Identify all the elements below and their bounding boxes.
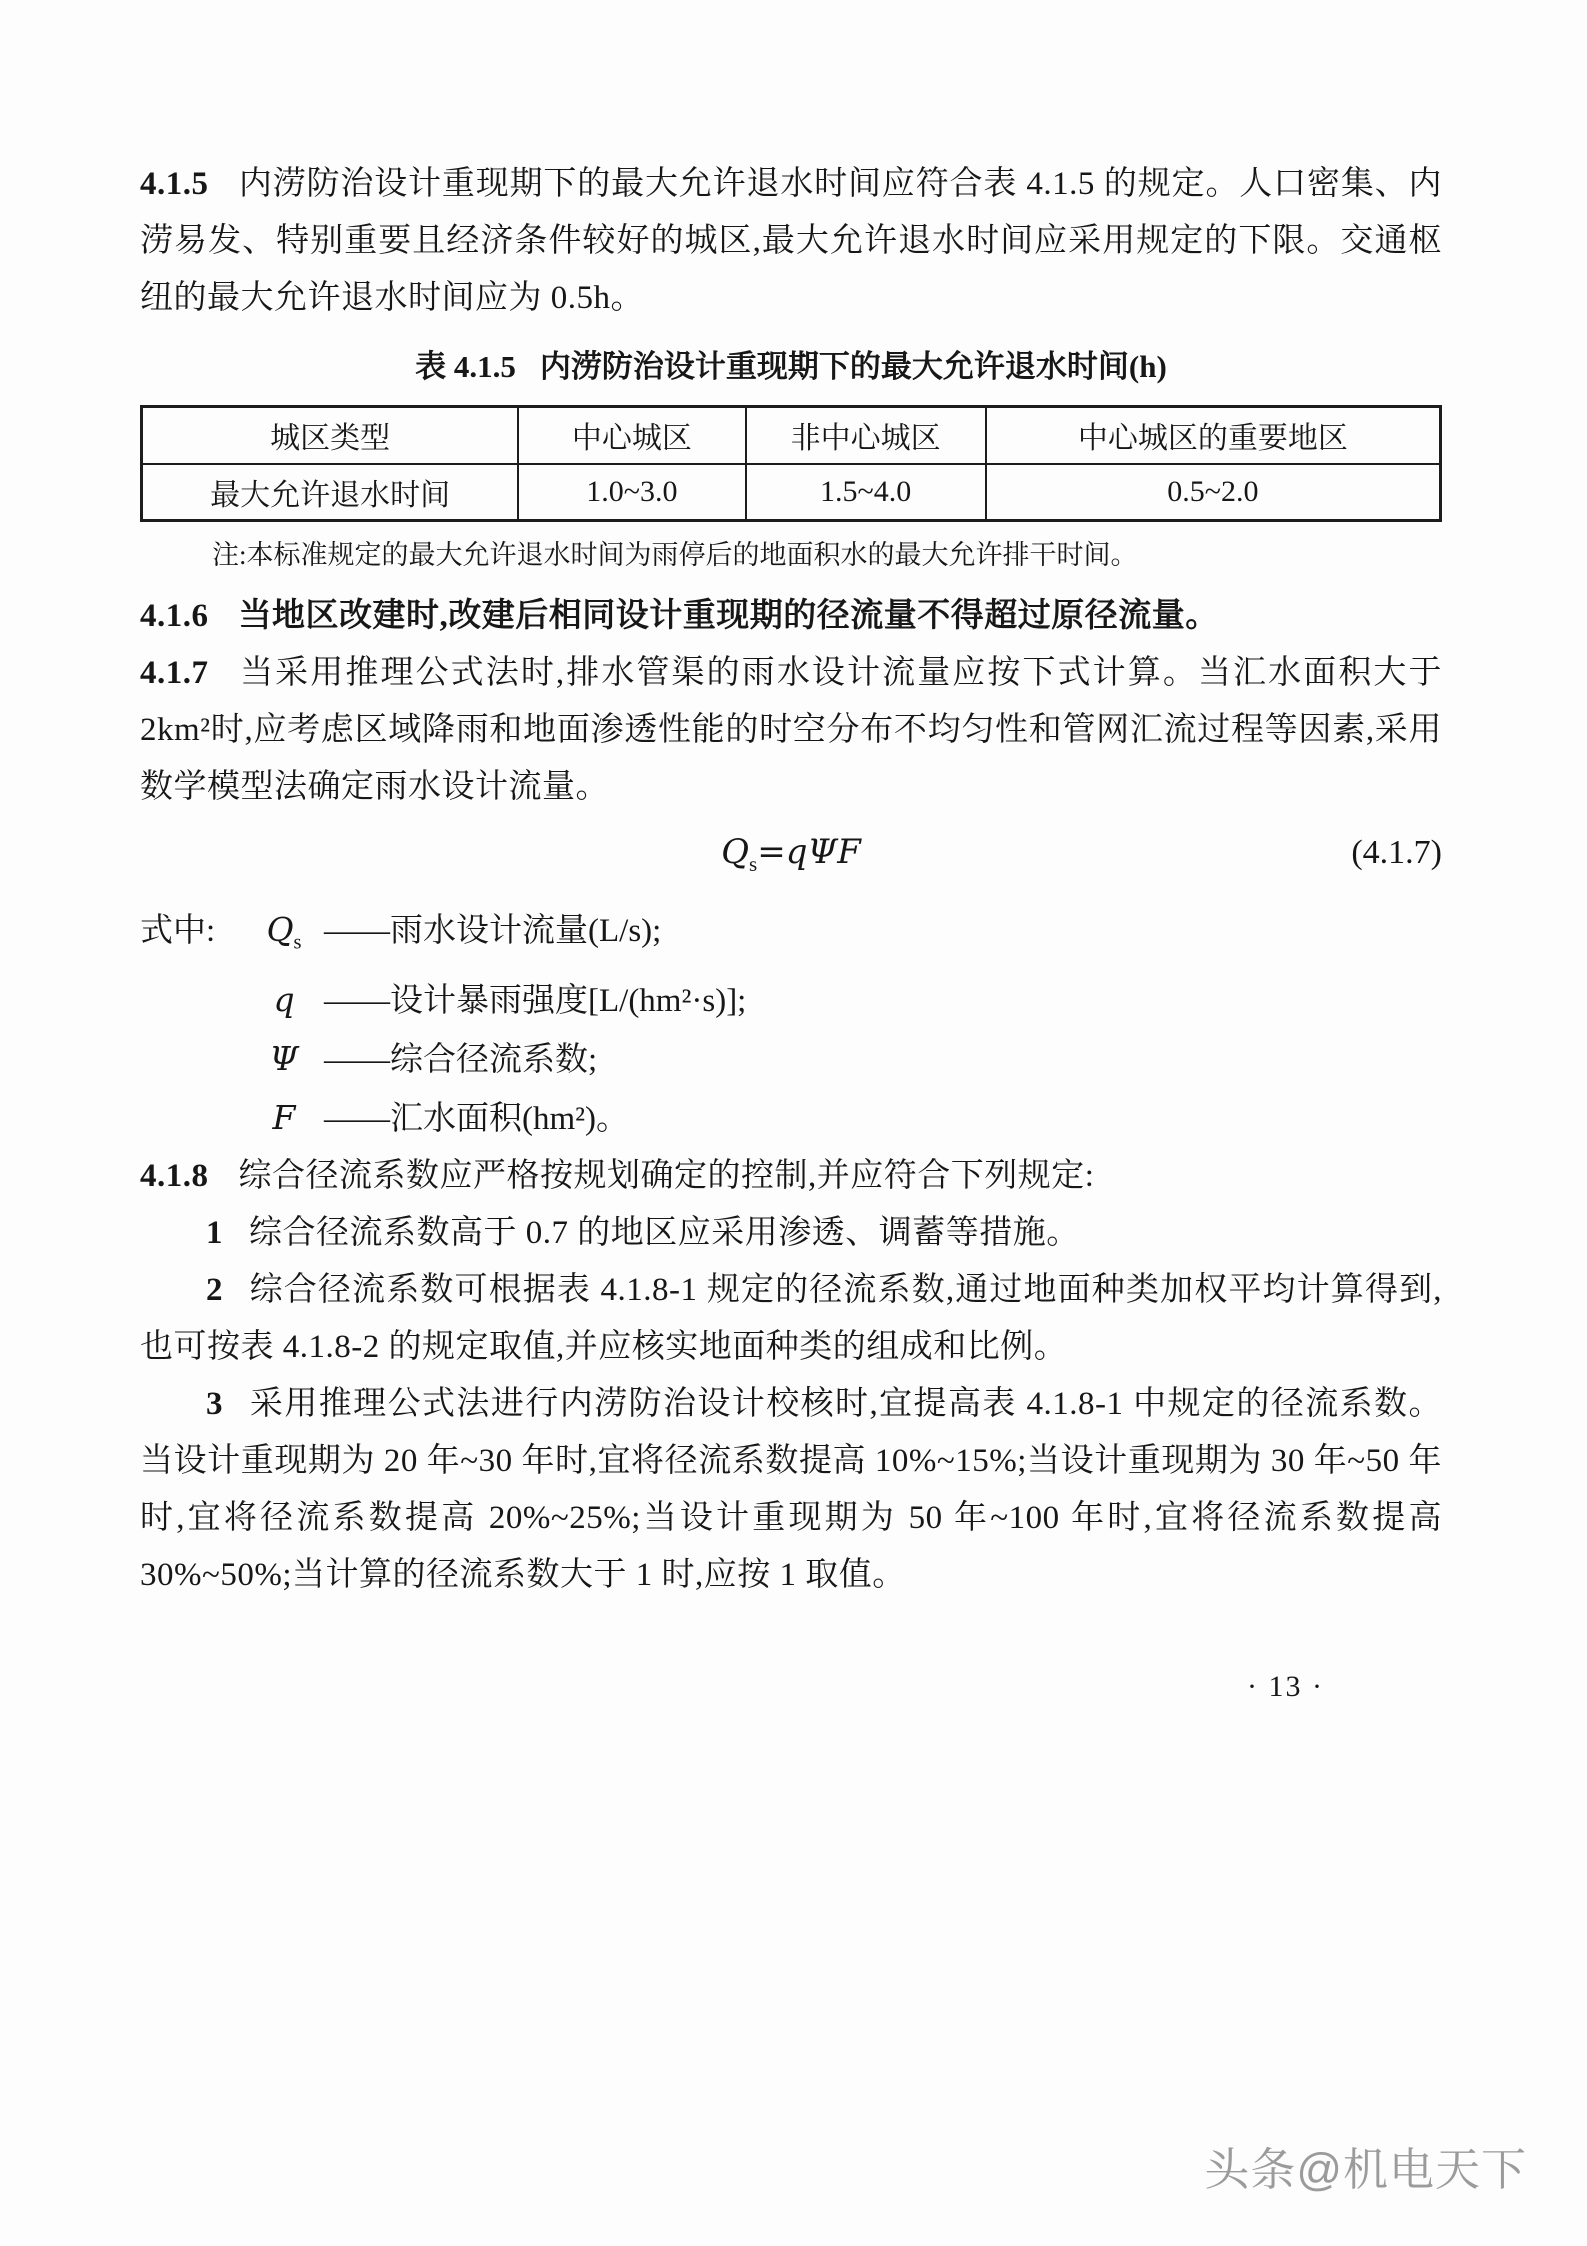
- symbol-main: F: [272, 1098, 296, 1138]
- item-text: 采用推理公式法进行内涝防治设计校核时,宜提高表 4.1.8-1 中规定的径流系数。当设计重现期为 20 年~30 年时,宜将径流系数提高 10%~15%;当设计重现期为 30 年~50 年时,宜将径流系数提高 20%~25%;当设计重现期为 50 年~100 年时,宜将径流系数提高 30%~50%;当计算的径流系数大于 1 时,应按 1 取值。: [140, 1386, 1442, 1594]
- clause-4-1-7: [140, 645, 1442, 816]
- symbol-description: 设计暴雨强度[L/(hm²·s)];: [390, 983, 747, 1020]
- symbol-description: 综合径流系数;: [390, 1042, 598, 1079]
- clause-number: 4.1.7: [140, 655, 209, 691]
- formula-lhs: Q: [721, 832, 749, 872]
- symbol-description: 汇水面积(hm²)。: [390, 1101, 630, 1138]
- table-cell: 1.0~3.0: [518, 464, 745, 521]
- page-number: · 13 ·: [1247, 1670, 1324, 1704]
- table-note: 注:本标准规定的最大允许退水时间为雨停后的地面积水的最大允许排干时间。: [212, 540, 1138, 570]
- watermark: 头条@机电天下: [1204, 2144, 1527, 2195]
- table-header-cell: 中心城区的重要地区: [986, 407, 1441, 464]
- clause-number: 4.1.5: [140, 166, 209, 202]
- item-text: 综合径流系数高于 0.7 的地区应采用渗透、调蓄等措施。: [249, 1215, 1080, 1252]
- symbol-definition-row: [140, 901, 1442, 972]
- clause-number: 4.1.6: [140, 598, 209, 634]
- clause-text: 综合径流系数应严格按规划确定的控制,并应符合下列规定:: [238, 1158, 1095, 1195]
- list-item-2: [140, 1262, 1442, 1376]
- where-label: 式中:: [140, 912, 216, 949]
- drainage-time-table: [140, 405, 1442, 522]
- formula-4-1-7: [140, 824, 1442, 893]
- item-number: 1: [206, 1215, 223, 1252]
- clause-text: 内涝防治设计重现期下的最大允许退水时间应符合表 4.1.5 的规定。人口密集、内涝易发、特别重要且经济条件较好的城区,最大允许退水时间应采用规定的下限。交通枢纽的最大允许退水时间应为 0.5h。: [140, 166, 1442, 316]
- formula-expression: [140, 824, 1442, 893]
- table-cell: 0.5~2.0: [986, 464, 1441, 521]
- clause-text: 当采用推理公式法时,排水管渠的雨水设计流量应按下式计算。当汇水面积大于 2km²时,应考虑区域降雨和地面渗透性能的时空分布不均匀性和管网汇流过程等因素,采用数学模型法确定雨水设计流量。: [140, 655, 1442, 805]
- symbol-description: 雨水设计流量(L/s);: [390, 912, 662, 949]
- formula-lhs-subscript: s: [749, 851, 758, 876]
- symbol-subscript: s: [293, 931, 302, 954]
- item-text: 综合径流系数可根据表 4.1.8-1 规定的径流系数,通过地面种类加权平均计算得到,也可按表 4.1.8-2 的规定取值,并应核实地面种类的组成和比例。: [140, 1272, 1442, 1366]
- table-caption-text: 内涝防治设计重现期下的最大允许退水时间(h): [539, 349, 1167, 384]
- clause-text: 当地区改建时,改建后相同设计重现期的径流量不得超过原径流量。: [238, 598, 1219, 634]
- symbol-main: Ψ: [269, 1039, 299, 1079]
- symbol-main: q: [273, 980, 295, 1020]
- symbol-definition-row: [140, 1089, 1442, 1148]
- table-header-row: [142, 407, 1441, 464]
- item-number: 2: [206, 1272, 223, 1309]
- definition-dash: ——: [324, 1042, 390, 1079]
- symbol-main: Q: [266, 909, 294, 949]
- formula-rhs: =qΨF: [757, 832, 861, 872]
- list-item-1: [140, 1205, 1442, 1262]
- clause-number: 4.1.8: [140, 1158, 209, 1195]
- definition-dash: ——: [324, 1101, 390, 1138]
- table-caption-label: 表 4.1.5: [415, 349, 516, 384]
- symbol: [244, 901, 324, 972]
- table-header-cell: 城区类型: [142, 407, 519, 464]
- item-number: 3: [206, 1386, 223, 1423]
- list-item-3: [140, 1376, 1442, 1604]
- symbol-definition-row: [140, 1030, 1442, 1089]
- symbol: [244, 1089, 324, 1148]
- clause-4-1-8: [140, 1148, 1442, 1205]
- clause-4-1-6: [140, 588, 1442, 645]
- definition-dash: ——: [324, 912, 390, 949]
- clause-4-1-5: [140, 156, 1442, 327]
- symbol-definition-row: [140, 971, 1442, 1030]
- symbol: [244, 971, 324, 1030]
- table-caption: [140, 345, 1442, 389]
- symbol: [244, 1030, 324, 1089]
- table-row: [142, 464, 1441, 521]
- table-row-label: 最大允许退水时间: [142, 464, 519, 521]
- table-header-cell: 非中心城区: [746, 407, 986, 464]
- definition-dash: ——: [324, 983, 390, 1020]
- table-header-cell: 中心城区: [518, 407, 745, 464]
- formula-number: (4.1.7): [1351, 834, 1442, 871]
- table-cell: 1.5~4.0: [746, 464, 986, 521]
